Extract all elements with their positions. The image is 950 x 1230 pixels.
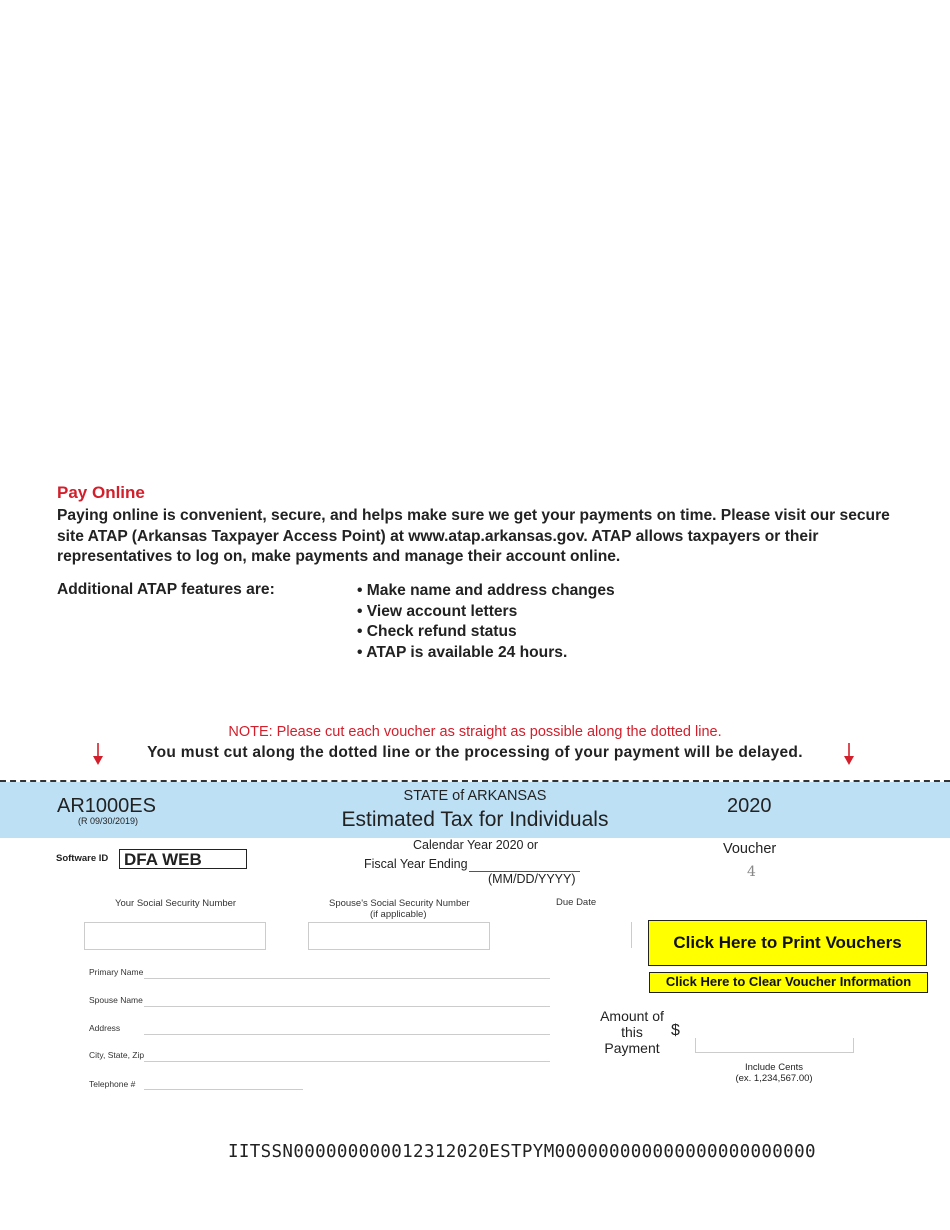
primary-name-input[interactable] [144, 978, 550, 979]
amount-label: Amount of this Payment [600, 1008, 664, 1056]
telephone-label: Telephone # [89, 1079, 136, 1089]
software-id-label: Software ID [56, 853, 109, 864]
telephone-input[interactable] [144, 1089, 303, 1090]
cut-warning: You must cut along the dotted line or the processing of your payment will be delayed. [147, 744, 803, 761]
primary-name-label: Primary Name [89, 967, 144, 977]
payment-amount-input[interactable] [695, 1038, 854, 1053]
city-state-zip-input[interactable] [144, 1061, 550, 1062]
spouse-name-input[interactable] [144, 1006, 550, 1007]
calendar-year-label: Calendar Year 2020 or [413, 838, 539, 852]
dollar-sign: $ [671, 1022, 680, 1039]
cut-note: NOTE: Please cut each voucher as straight as possible along the dotted line. [228, 724, 722, 740]
include-cents-note [710, 1062, 838, 1084]
spouse-ssn-note: (if applicable) [370, 909, 427, 920]
feature-item: • View account letters [357, 602, 518, 620]
print-vouchers-button[interactable]: Click Here to Print Vouchers [648, 920, 927, 966]
features-label: Additional ATAP features are: [57, 581, 275, 598]
feature-item: • ATAP is available 24 hours. [357, 643, 568, 661]
form-revision: (R 09/30/2019) [78, 816, 139, 826]
down-arrow-icon [843, 742, 855, 766]
date-format-hint: (MM/DD/YYYY) [488, 872, 576, 886]
due-date-input[interactable] [631, 922, 632, 948]
cents-example: (ex. 1,234,567.00) [735, 1073, 813, 1084]
voucher-number: 4 [747, 864, 756, 880]
fiscal-year-label: Fiscal Year Ending [364, 857, 468, 871]
spouse-ssn-label: Spouse's Social Security Number [329, 898, 470, 909]
address-input[interactable] [144, 1034, 550, 1035]
scanline-code: IITSSN000000000012312020ESTPYM000000000000000000000000 [228, 1142, 816, 1162]
clear-voucher-button[interactable]: Click Here to Clear Voucher Information [649, 972, 928, 993]
ssn-label: Your Social Security Number [115, 898, 237, 909]
due-date-label: Due Date [556, 897, 597, 908]
form-number: AR1000ES [57, 795, 156, 817]
voucher-title: Estimated Tax for Individuals [341, 808, 609, 831]
spouse-name-label: Spouse Name [89, 995, 143, 1005]
software-id-field: DFA WEB [119, 849, 247, 869]
voucher-label: Voucher [723, 841, 777, 857]
address-label: Address [89, 1023, 121, 1033]
feature-item: • Check refund status [357, 623, 517, 640]
include-cents-label: Include Cents [744, 1062, 804, 1073]
tax-year: 2020 [727, 795, 772, 817]
state-label: STATE of ARKANSAS [403, 788, 547, 804]
city-state-zip-label: City, State, Zip [89, 1050, 145, 1060]
pay-online-title: Pay Online [57, 483, 145, 502]
pay-online-body: Paying online is convenient, secure, and helps make sure we get your payments on time. Please visit our secure site ATAP (Arkansas Taxpayer Access Point) at www.atap.arkansas.gov. ATAP allows taxpayers or their representatives to log on, make payments and manage their account online. [57, 507, 890, 565]
features-list [357, 581, 615, 663]
spouse-ssn-input[interactable] [308, 922, 490, 950]
feature-item: • Make name and address changes [357, 582, 615, 599]
ssn-input[interactable] [84, 922, 266, 950]
